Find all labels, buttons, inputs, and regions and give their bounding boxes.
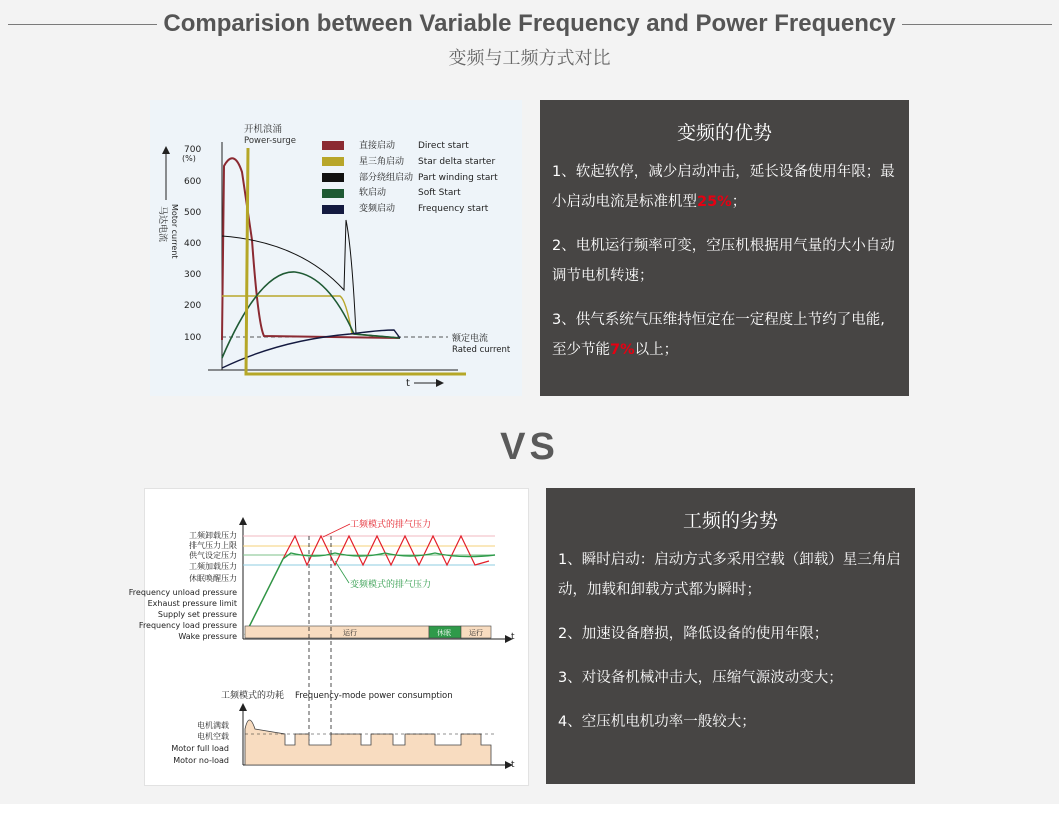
y-label-cn: 排气压力上限 (189, 541, 237, 550)
y-unit: (%) (182, 154, 196, 163)
legend-en: Soft Start (418, 188, 461, 198)
y-label-en: Exhaust pressure limit (147, 599, 237, 608)
y-label-cn: 工频卸载压力 (189, 531, 237, 540)
legend-cn: 变频启动 (359, 204, 396, 214)
y-label-en: Frequency load pressure (138, 621, 237, 630)
ylabel-cn: 马达电流 (157, 206, 167, 243)
pressure-svg (128, 489, 528, 785)
motor-current-svg (150, 100, 522, 396)
disadvantage-item-4: 4、空压机电机功率一般较大； (558, 714, 756, 730)
legend-swatch (322, 173, 344, 182)
highlight-25: 25% (697, 194, 732, 210)
power-label: 电机空载 (197, 732, 229, 741)
power-x-label: t (511, 760, 515, 770)
run-label: 运行 (343, 629, 357, 637)
y-tick: 700 (184, 145, 202, 155)
y-tick: 300 (184, 270, 202, 280)
advantage-item-2: 2、电机运行频率可变，空压机根据用气量的大小自动调节电机转速； (552, 238, 895, 284)
power-consumption-area (245, 720, 491, 765)
x-axis-label: t (511, 632, 515, 642)
page-subtitle: 变频与工频方式对比 (448, 48, 611, 69)
legend-en: Star delta starter (418, 157, 496, 167)
pressure-chart (128, 488, 529, 786)
y-label-en: Frequency unload pressure (128, 588, 237, 597)
legend-swatch (322, 157, 344, 166)
run-segment (245, 626, 429, 638)
legend-en: Frequency start (418, 204, 489, 214)
power-label: Motor no-load (173, 756, 229, 765)
disadvantage-item-1: 1、瞬时启动：启动方式多采用空载（卸载）星三角启动，加载和卸载方式都为瞬时； (558, 552, 901, 598)
y-tick: 400 (184, 239, 202, 249)
advantage-item-1: 1、软起软停，减少启动冲击，延长设备使用年限；最小启动电流是标准机型25%； (552, 164, 895, 210)
red-curve-label: 工频模式的排气压力 (350, 520, 432, 530)
legend-en: Part winding start (418, 173, 498, 183)
advantage-item-3: 3、供气系统气压维持恒定在一定程度上节约了电能,至少节能7%以上； (552, 312, 885, 358)
footer-band (0, 804, 1059, 816)
advantages-box (540, 100, 909, 396)
y-tick: 200 (184, 301, 202, 311)
sleep-label: 休眠 (437, 629, 451, 637)
legend-cn: 软启动 (359, 188, 387, 198)
y-label-cn: 工频加载压力 (189, 562, 237, 571)
highlight-7: 7% (610, 342, 635, 358)
run-label: 运行 (469, 629, 483, 637)
y-label-cn: 供气设定压力 (189, 551, 237, 560)
legend-swatch (322, 189, 344, 198)
disadvantages-title: 工频的劣势 (682, 510, 778, 532)
y-tick: 500 (184, 208, 202, 218)
power-label: 电机满载 (197, 721, 229, 730)
ylabel-en: Motor current (170, 204, 179, 259)
legend-swatch (322, 205, 344, 214)
disadvantage-item-2: 2、加速设备磨损，降低设备的使用年限； (558, 626, 829, 642)
x-axis-label: t (406, 378, 410, 389)
power-title-en: Frequency-mode power consumption (295, 691, 453, 701)
y-label-en: Supply set pressure (157, 610, 237, 619)
power-surge-cn: 开机浪涌 (244, 124, 283, 135)
power-label: Motor full load (171, 744, 229, 753)
legend-swatch (322, 141, 344, 150)
y-label-cn: 休眠唤醒压力 (189, 574, 237, 583)
power-surge-en: Power-surge (244, 136, 297, 146)
green-curve-label: 变频模式的排气压力 (350, 580, 432, 590)
motor-current-chart (150, 100, 522, 396)
legend-cn: 星三角启动 (359, 157, 405, 167)
y-label-en: Wake pressure (178, 632, 237, 641)
rated-cn: 额定电流 (452, 334, 489, 344)
legend-cn: 部分绕组启动 (359, 173, 414, 183)
disadvantage-item-3: 3、对设备机械冲击大，压缩气源波动变大； (558, 670, 843, 686)
disadvantages-box (546, 488, 915, 784)
legend-cn: 直接启动 (359, 141, 396, 151)
rated-en: Rated current (452, 345, 511, 355)
y-tick: 100 (184, 333, 202, 343)
y-tick: 600 (184, 177, 202, 187)
legend-en: Direct start (418, 141, 469, 151)
section-header (0, 0, 1059, 80)
vs-label: VS (500, 426, 559, 468)
power-title-cn: 工频模式的功耗 (221, 691, 285, 701)
advantages-title: 变频的优势 (676, 122, 772, 144)
page-title: Comparision between Variable Frequency and Power Frequency (0, 10, 1059, 38)
